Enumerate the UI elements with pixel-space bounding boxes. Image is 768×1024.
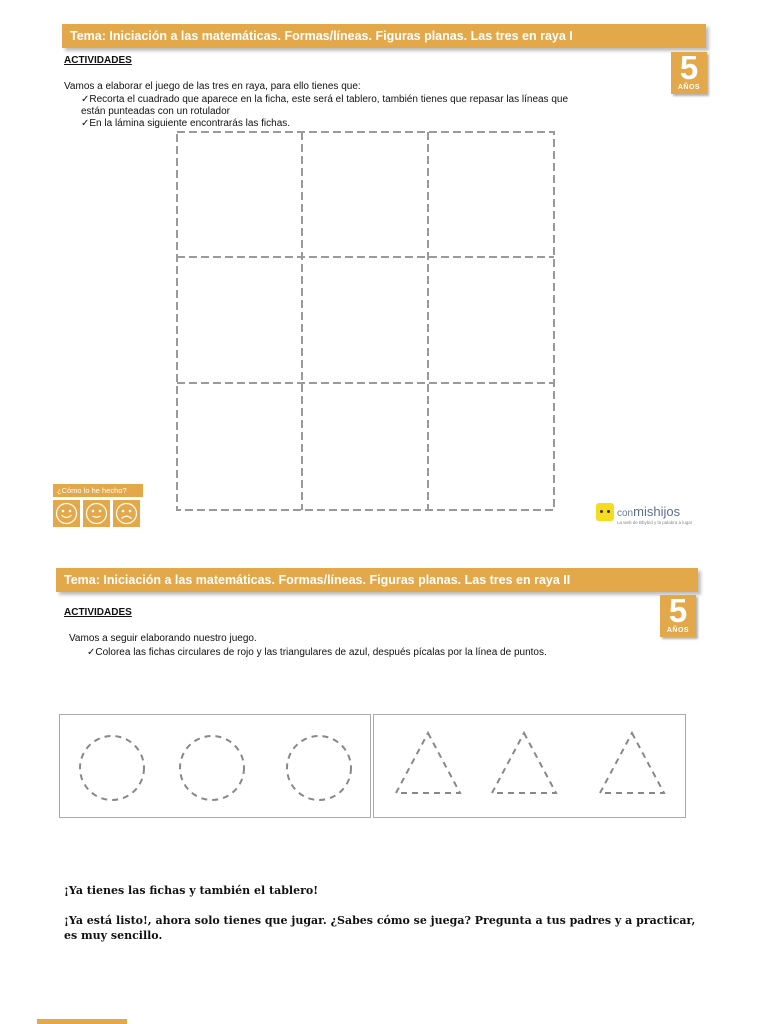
smiling-face-icon[interactable] — [83, 500, 110, 527]
instruction-1-line2: están punteadas con un rotulador — [81, 106, 230, 117]
age-label: AÑOS — [666, 627, 690, 634]
intro-text-1: Vamos a elaborar el juego de las tres en raya, para ello tienes que: — [64, 81, 361, 92]
triangle-piece — [492, 733, 556, 793]
age-number: 5 — [679, 49, 699, 86]
closing-line-1: ¡Ya tienes las fichas y también el tablero! — [64, 884, 319, 897]
closing-line-2a: ¡Ya está listo!, ahora solo tienes que jugar. ¿Sabes cómo se juega? Pregunta a tus padres y a practicar, — [64, 914, 696, 927]
triangle-piece — [600, 733, 664, 793]
footer-bar — [37, 1019, 127, 1024]
age-badge-1 — [671, 49, 707, 94]
logo-name: mishijos — [633, 503, 681, 519]
logo-face-icon — [596, 503, 614, 521]
age-number: 5 — [668, 592, 688, 629]
sad-face-icon[interactable] — [113, 500, 140, 527]
circle-pieces-box — [59, 714, 371, 818]
instruction-2 — [81, 118, 290, 130]
self-assessment-title: ¿Cómo lo he hecho? — [53, 484, 143, 497]
conmishijos-logo — [596, 503, 692, 525]
instruction-1-line1: Recorta el cuadrado que aparece en la ficha, este será el tablero, también tienes que repasar las líneas que — [89, 94, 569, 105]
tic-tac-toe-board — [176, 131, 556, 513]
closing-line-2b: es muy sencillo. — [64, 929, 163, 942]
instruction-3 — [87, 647, 547, 659]
circle-piece — [80, 736, 144, 800]
age-label: AÑOS — [677, 84, 701, 91]
logo-tagline: La web de Bbybid y la palabra a lugar — [617, 520, 693, 525]
happy-face-icon[interactable] — [53, 500, 80, 527]
section1-title-banner: Tema: Iniciación a las matemáticas. Formas/líneas. Figuras planas. Las tres en raya I — [62, 24, 706, 48]
instruction-1 — [81, 94, 641, 118]
circle-piece — [180, 736, 244, 800]
logo-text — [617, 505, 680, 520]
activities-heading-1: ACTIVIDADES — [64, 55, 132, 66]
circle-piece — [287, 736, 351, 800]
section2-title-banner: Tema: Iniciación a las matemáticas. Formas/líneas. Figuras planas. Las tres en raya II — [56, 568, 698, 592]
instruction-3-text: Colorea las fichas circulares de rojo y las triangulares de azul, después pícalas por la línea de puntos. — [95, 647, 547, 658]
instruction-2-text: En la lámina siguiente encontrarás las fichas. — [89, 118, 291, 129]
activities-heading-2: ACTIVIDADES — [64, 607, 132, 618]
logo-con: con — [617, 507, 634, 519]
triangle-piece — [396, 733, 460, 793]
self-assessment — [53, 484, 143, 527]
age-badge-2 — [660, 592, 696, 637]
board-outline — [177, 132, 554, 510]
face-options — [53, 500, 143, 527]
closing-paragraph — [64, 913, 714, 943]
triangle-pieces-box — [373, 714, 686, 818]
intro-text-2: Vamos a seguir elaborando nuestro juego. — [69, 633, 257, 644]
